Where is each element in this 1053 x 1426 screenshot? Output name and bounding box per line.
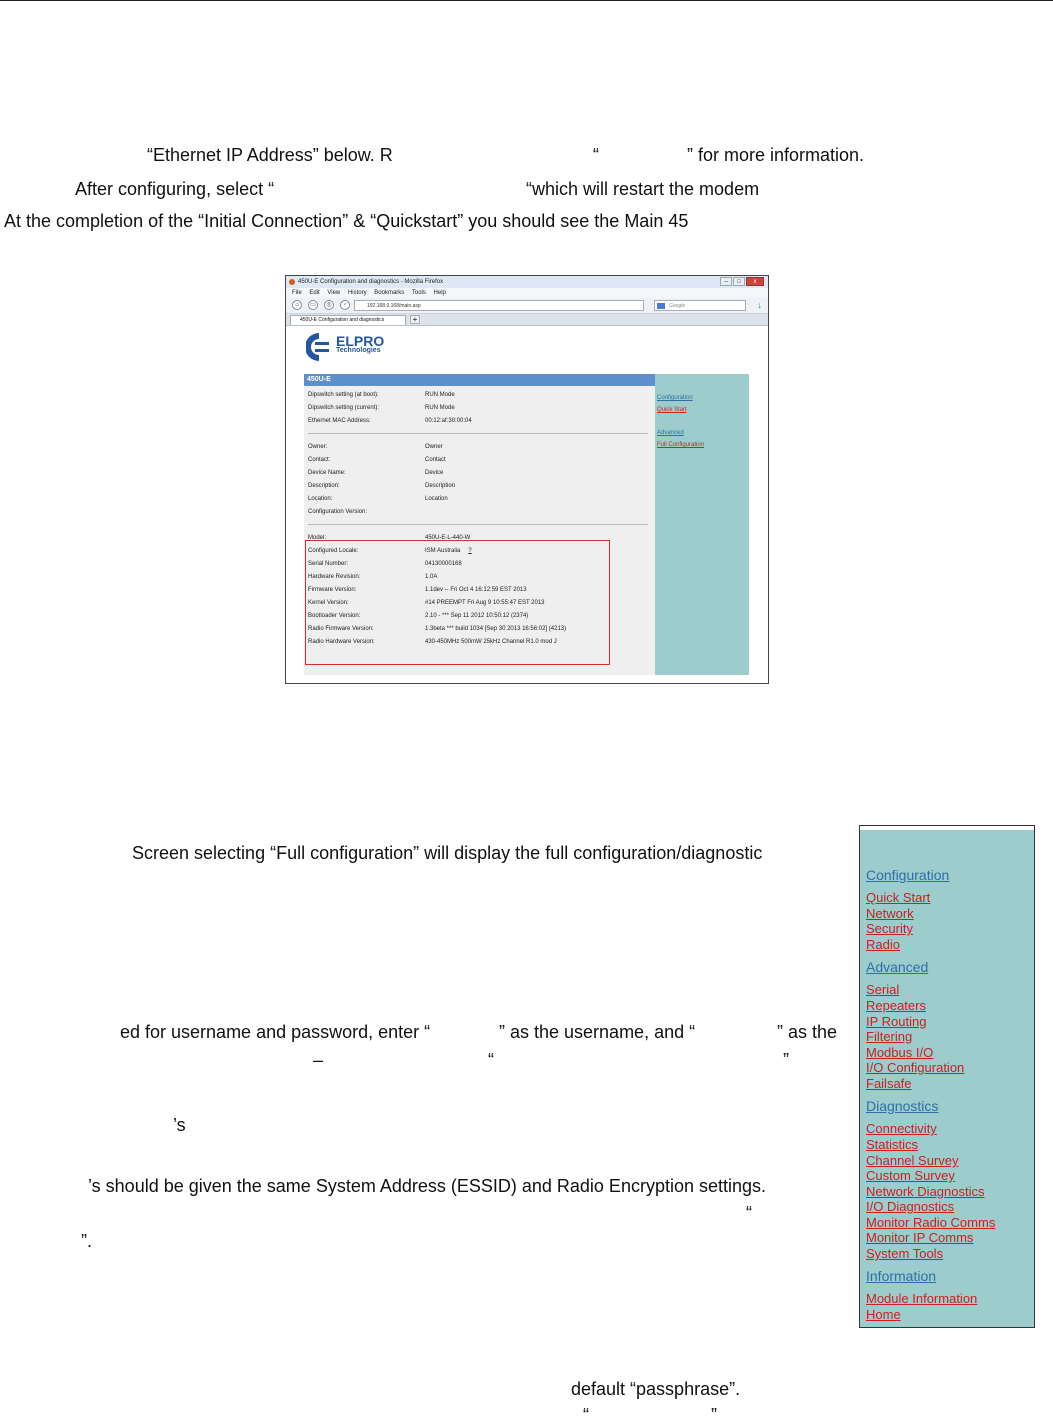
- new-tab-button[interactable]: +: [410, 315, 420, 324]
- row-value: Device: [425, 470, 444, 476]
- settings-icon[interactable]: ◎: [324, 300, 334, 310]
- text-line-2b: “which will restart the modem: [526, 179, 760, 199]
- menu-heading-configuration[interactable]: Configuration: [866, 867, 950, 883]
- info-panel: [304, 386, 655, 675]
- menu-item-network-diagnostics[interactable]: Network Diagnostics: [866, 1184, 985, 1199]
- divider: [308, 524, 648, 525]
- row-label: Bootloader Version:: [308, 613, 361, 619]
- row-value: Location: [425, 496, 448, 502]
- window-titlebar: [286, 276, 768, 288]
- url-bar[interactable]: [354, 300, 644, 311]
- text-line-2a: After configuring, select “: [75, 179, 275, 199]
- menu-item-filtering[interactable]: Filtering: [866, 1029, 913, 1044]
- row-value: 1.3beta *** build 1034 [Sep 30 2013 16:56:02] (4213): [425, 626, 567, 632]
- menu-item-modbus-io[interactable]: Modbus I/O: [866, 1045, 934, 1060]
- row-value: 04130000168: [425, 561, 462, 567]
- menu-top-gap: [860, 826, 1034, 830]
- page-content: [286, 326, 768, 684]
- text-line-9b: ”.: [81, 1231, 92, 1251]
- menu-item-custom-survey[interactable]: Custom Survey: [866, 1168, 955, 1183]
- row-label: Ethernet MAC Address:: [308, 418, 371, 424]
- text-line-6b: “: [488, 1050, 494, 1070]
- row-label: Configured Locale:: [308, 548, 359, 554]
- row-value: Description: [425, 483, 456, 489]
- row-value: #14 PREEMPT Fri Aug 9 10:55:47 EST 2013: [425, 600, 545, 606]
- row-label: Radio Firmware Version:: [308, 626, 374, 632]
- text-line-5a: ed for username and password, enter “: [120, 1022, 431, 1042]
- side-link-advanced[interactable]: Advanced: [657, 430, 684, 436]
- elpro-logo-icon: [306, 332, 332, 362]
- menu-history[interactable]: History: [347, 290, 367, 296]
- menu-heading-diagnostics[interactable]: Diagnostics: [866, 1098, 939, 1114]
- text-line-9a: “: [746, 1203, 752, 1223]
- text-line-10: default “passphrase”.: [571, 1379, 741, 1399]
- locale-value: ISM Australia: [425, 548, 461, 554]
- menu-file[interactable]: File: [292, 290, 302, 296]
- menu-item-serial[interactable]: Serial: [866, 982, 900, 997]
- row-value: 430-450MHz 500mW 25kHz Channel R1.0 mod J: [425, 639, 557, 645]
- text-line-8: ’s should be given the same System Address (ESSID) and Radio Encryption settings.: [88, 1176, 767, 1196]
- row-value: RUN Mode: [425, 405, 455, 411]
- navigation-toolbar: [286, 298, 768, 314]
- menu-item-repeaters[interactable]: Repeaters: [866, 998, 926, 1013]
- menu-heading-advanced[interactable]: Advanced: [866, 959, 929, 975]
- menu-item-network[interactable]: Network: [866, 906, 914, 921]
- side-link-full-configuration[interactable]: Full Configuration: [657, 442, 705, 448]
- text-line-7: ’s: [173, 1115, 186, 1135]
- configuration-menu-figure: [859, 825, 1035, 1328]
- side-nav: [655, 374, 749, 675]
- row-label: Serial Number:: [308, 561, 349, 567]
- row-value: RUN Mode: [425, 392, 455, 398]
- elpro-logo: [306, 332, 385, 362]
- row-value: 1.1dev -- Fri Oct 4 16:12:59 EST 2013: [425, 587, 527, 593]
- menu-edit[interactable]: Edit: [309, 290, 320, 296]
- menu-bar: [286, 288, 768, 298]
- window-title: 450U-E Configuration and diagnostics - Mozilla Firefox: [298, 279, 444, 285]
- text-line-5b: ” as the username, and “: [499, 1022, 696, 1042]
- row-label: Location:: [308, 496, 333, 502]
- row-label: Description:: [308, 483, 340, 489]
- row-value: 450U-E-L-440-W: [425, 535, 471, 541]
- text-line-1a: “Ethernet IP Address” below. R: [147, 145, 393, 165]
- row-label: Dipswitch setting (current):: [308, 405, 380, 411]
- close-button[interactable]: x: [746, 277, 764, 286]
- locale-help-link[interactable]: ?: [468, 548, 472, 554]
- row-label: Contact:: [308, 457, 331, 463]
- tab-active[interactable]: 450U-E Configuration and diagnostics: [290, 315, 406, 325]
- menu-item-module-information[interactable]: Module Information: [866, 1291, 978, 1306]
- row-value: Owner: [425, 444, 443, 450]
- search-placeholder: Google: [669, 303, 686, 309]
- google-icon: [657, 303, 665, 309]
- text-line-1c: ” for more information.: [687, 145, 865, 165]
- row-value: 2.10 - *** Sep 11 2012 10:50:12 (2374): [425, 613, 529, 619]
- menu-item-io-diagnostics[interactable]: I/O Diagnostics: [866, 1199, 955, 1214]
- menu-item-home[interactable]: Home: [866, 1307, 901, 1322]
- side-link-quick-start[interactable]: Quick Start: [657, 407, 687, 413]
- menu-bookmarks[interactable]: Bookmarks: [374, 290, 405, 296]
- side-link-configuration[interactable]: Configuration: [657, 395, 693, 401]
- row-value: Contact: [425, 457, 446, 463]
- download-icon[interactable]: ↓: [757, 300, 762, 310]
- row-label: Dipswitch setting (at boot):: [308, 392, 379, 398]
- device-title-bar: 450U-E: [304, 374, 655, 386]
- menu-item-io-configuration[interactable]: I/O Configuration: [866, 1060, 965, 1075]
- home-icon[interactable]: ⌂: [292, 300, 302, 310]
- menu-item-monitor-radio-comms[interactable]: Monitor Radio Comms: [866, 1215, 996, 1230]
- brand-name: ELPRO: [336, 333, 385, 349]
- text-line-3: At the completion of the “Initial Connection” & “Quickstart” you should see the Main 45: [4, 211, 689, 231]
- text-line-4: Screen selecting “Full configuration” will display the full configuration/diagnostic: [132, 843, 763, 863]
- text-line-5c: ” as the: [777, 1022, 838, 1042]
- print-icon[interactable]: ▭: [308, 300, 318, 310]
- row-label: Device Name:: [308, 470, 346, 476]
- row-label: Hardware Revision:: [308, 574, 361, 580]
- menu-tools[interactable]: Tools: [411, 290, 426, 296]
- row-label: Model:: [308, 535, 327, 541]
- menu-item-statistics[interactable]: Statistics: [866, 1137, 919, 1152]
- menu-item-security[interactable]: Security: [866, 921, 913, 936]
- maximize-button[interactable]: □: [733, 277, 745, 286]
- row-label: Configuration Version:: [308, 509, 368, 515]
- text-line-6a: –: [313, 1050, 324, 1070]
- menu-item-system-tools[interactable]: System Tools: [866, 1246, 944, 1261]
- row-label: Kernel Version:: [308, 600, 349, 606]
- top-rule: [0, 0, 1053, 1]
- menu-item-connectivity[interactable]: Connectivity: [866, 1121, 937, 1136]
- window-controls: [720, 277, 764, 286]
- browser-screenshot: [285, 275, 769, 684]
- back-icon[interactable]: ‹: [340, 300, 350, 310]
- menu-item-ip-routing[interactable]: IP Routing: [866, 1014, 927, 1029]
- brand-subtitle: Technologies: [336, 347, 381, 354]
- menu-view[interactable]: View: [327, 290, 341, 296]
- text-line-6c: ”: [783, 1050, 789, 1070]
- tab-bar: [286, 314, 768, 326]
- row-label: Firmware Version:: [308, 587, 357, 593]
- firefox-icon: [289, 279, 295, 285]
- minimize-button[interactable]: –: [720, 277, 732, 286]
- text-line-11b: ”: [711, 1405, 717, 1425]
- divider: [308, 433, 648, 434]
- text-line-11a: “: [583, 1405, 589, 1425]
- menu-item-monitor-ip-comms[interactable]: Monitor IP Comms: [866, 1230, 974, 1245]
- search-input[interactable]: [654, 300, 746, 311]
- row-value: 1.0A: [425, 574, 438, 580]
- row-value: 00:12:af:30:00:04: [425, 418, 472, 424]
- menu-heading-information[interactable]: Information: [866, 1268, 937, 1284]
- row-value: [425, 547, 472, 555]
- menu-item-quick-start[interactable]: Quick Start: [866, 890, 931, 905]
- row-label: Owner:: [308, 444, 328, 450]
- menu-item-failsafe[interactable]: Failsafe: [866, 1076, 912, 1091]
- menu-help[interactable]: Help: [433, 290, 446, 296]
- row-label: Radio Hardware Version:: [308, 639, 375, 645]
- text-line-1b: “: [593, 145, 599, 165]
- url-text: 192.168.0.168/main.asp: [367, 303, 421, 309]
- menu-item-channel-survey[interactable]: Channel Survey: [866, 1153, 959, 1168]
- menu-item-radio[interactable]: Radio: [866, 937, 900, 952]
